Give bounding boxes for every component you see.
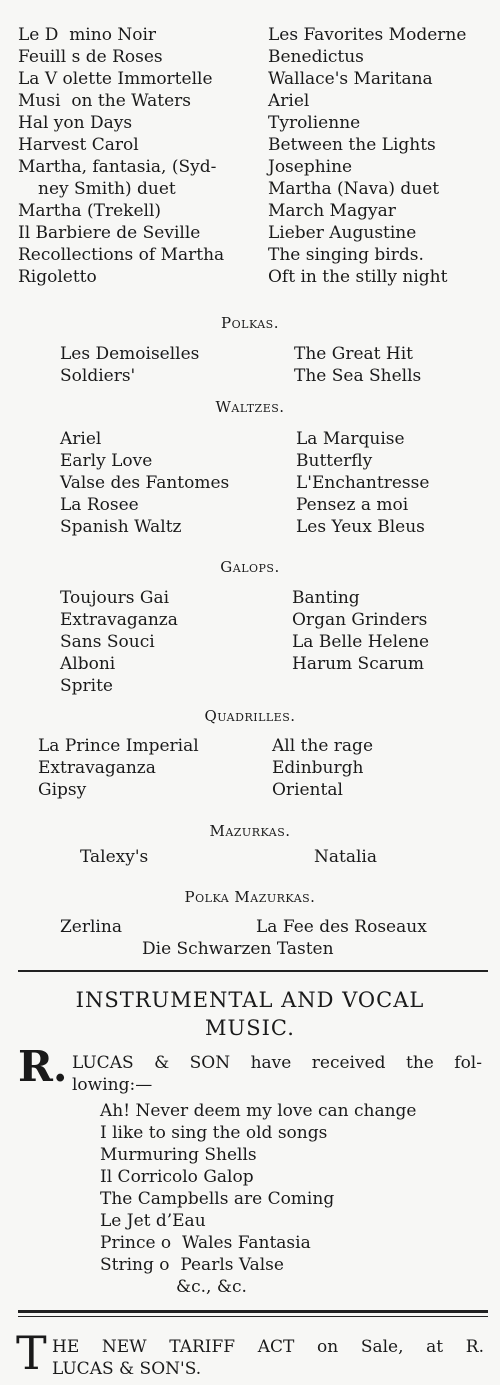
list-item: Rigoletto xyxy=(18,267,97,287)
section-heading: Polkas. xyxy=(221,314,279,332)
list-item: All the rage xyxy=(272,736,374,756)
list-item: Banting xyxy=(292,588,360,608)
list-item: Gipsy xyxy=(38,780,87,800)
drop-cap: T xyxy=(16,1326,47,1380)
section-heading: Polka Mazurkas. xyxy=(184,888,316,906)
list-item: Martha (Nava) duet xyxy=(268,179,440,199)
list-item: Prince o Wales Fantasia xyxy=(100,1233,311,1253)
list-item: The singing birds. xyxy=(268,245,424,265)
divider xyxy=(18,1316,488,1317)
list-item: Hal yon Days xyxy=(18,113,133,133)
list-item: Wallace's Maritana xyxy=(268,69,433,89)
list-item: Harum Scarum xyxy=(292,654,425,674)
list-item: Organ Grinders xyxy=(292,610,428,630)
list-item: La Fee des Roseaux xyxy=(256,917,427,937)
list-item: Les Demoiselles xyxy=(60,344,200,364)
list-item: Martha (Trekell) xyxy=(18,201,162,221)
divider xyxy=(18,1310,488,1313)
list-item: ney Smith) duet xyxy=(38,179,176,199)
divider xyxy=(18,970,488,972)
list-item: Valse des Fantomes xyxy=(60,473,230,493)
list-item: Between the Lights xyxy=(268,135,436,155)
section-title: INSTRUMENTAL AND VOCAL xyxy=(75,988,425,1012)
section-heading: Quadrilles. xyxy=(204,707,296,725)
list-item: Le D mino Noir xyxy=(18,25,157,45)
list-item: Oft in the stilly night xyxy=(268,267,448,287)
list-item: Ah! Never deem my love can change xyxy=(100,1101,417,1121)
notice-line: LUCAS & SON'S. xyxy=(52,1359,202,1379)
list-item: String o Pearls Valse xyxy=(100,1255,284,1275)
list-item: Martha, fantasia, (Syd- xyxy=(18,157,217,177)
list-item: Pensez a moi xyxy=(296,495,409,515)
list-item: Zerlina xyxy=(60,917,122,937)
list-item: Tyrolienne xyxy=(268,113,361,133)
list-item: March Magyar xyxy=(268,201,396,221)
list-item: Alboni xyxy=(60,654,116,674)
list-item: Edinburgh xyxy=(272,758,364,778)
section-title: MUSIC. xyxy=(205,1016,295,1040)
section-heading: Mazurkas. xyxy=(209,822,291,840)
list-item: Talexy's xyxy=(80,847,149,867)
section-heading: Galops. xyxy=(220,558,280,576)
list-item: Les Favorites Moderne xyxy=(268,25,467,45)
list-item: Natalia xyxy=(314,847,377,867)
list-item: La Prince Imperial xyxy=(38,736,199,756)
list-item: La Belle Helene xyxy=(292,632,430,652)
list-item: Sans Souci xyxy=(60,632,155,652)
list-item: Die Schwarzen Tasten xyxy=(142,939,334,959)
list-item: Spanish Waltz xyxy=(60,517,182,537)
list-item: Les Yeux Bleus xyxy=(296,517,425,537)
list-item: Il Barbiere de Seville xyxy=(18,223,201,243)
list-item: Ariel xyxy=(60,429,102,449)
list-item: Lieber Augustine xyxy=(268,223,417,243)
list-item: Early Love xyxy=(60,451,153,471)
list-item: Murmuring Shells xyxy=(100,1145,257,1165)
list-item: Harvest Carol xyxy=(18,135,139,155)
list-item: La V olette Immortelle xyxy=(18,69,213,89)
list-item: Josephine xyxy=(268,157,353,177)
list-item: The Great Hit xyxy=(294,344,413,364)
list-item: Toujours Gai xyxy=(60,588,170,608)
list-item: Le Jet d’Eau xyxy=(100,1211,206,1231)
intro-line: lowing:— xyxy=(72,1075,153,1095)
list-item: La Rosee xyxy=(60,495,139,515)
list-item: Oriental xyxy=(272,780,343,800)
list-item: La Marquise xyxy=(296,429,405,449)
list-item: Extravaganza xyxy=(38,758,156,778)
list-item: Sprite xyxy=(60,676,113,696)
list-item: Butterfly xyxy=(296,451,373,471)
section-heading: Waltzes. xyxy=(215,398,285,416)
list-item: &c., &c. xyxy=(176,1277,247,1297)
list-item: Musi on the Waters xyxy=(18,91,192,111)
drop-cap: R. xyxy=(18,1042,68,1091)
list-item: Soldiers' xyxy=(60,366,136,386)
list-item: Ariel xyxy=(268,91,310,111)
list-item: I like to sing the old songs xyxy=(100,1123,328,1143)
list-item: Feuill s de Roses xyxy=(18,47,163,67)
list-item: Extravaganza xyxy=(60,610,178,630)
list-item: Benedictus xyxy=(268,47,364,67)
list-item: Il Corricolo Galop xyxy=(100,1167,254,1187)
list-item: The Campbells are Coming xyxy=(100,1189,335,1209)
intro-line: LUCAS & SON have received the fol- xyxy=(72,1053,482,1073)
notice-line: HE NEW TARIFF ACT on Sale, at R. xyxy=(52,1337,484,1357)
list-item: The Sea Shells xyxy=(294,366,422,386)
list-item: Recollections of Martha xyxy=(18,245,225,265)
list-item: L'Enchantresse xyxy=(296,473,430,493)
